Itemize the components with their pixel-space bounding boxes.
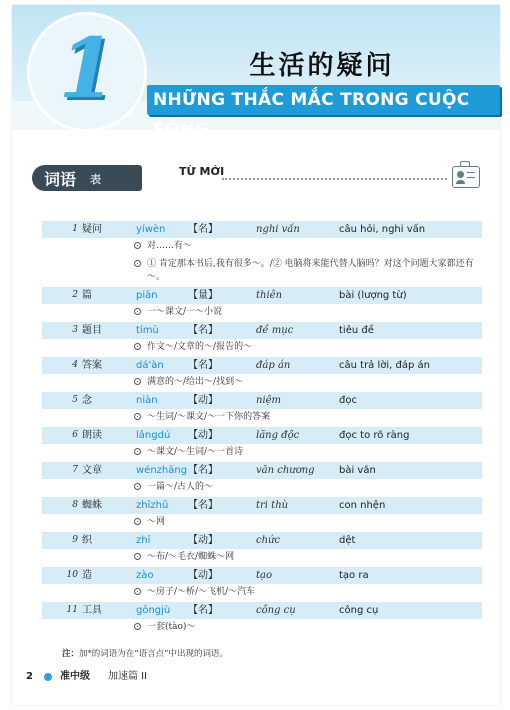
entry-word: 蜘蛛	[82, 500, 102, 511]
example-bullet-icon	[134, 448, 141, 455]
entry-index: 9	[72, 535, 78, 545]
book-level: 准中级	[60, 671, 90, 682]
entry-pinyin: yíwèn	[136, 224, 166, 235]
vocab-row	[42, 462, 482, 479]
entry-word: 篇	[82, 290, 92, 301]
example-bullet-icon	[134, 518, 141, 525]
example-text: 一套(tào)～	[147, 622, 196, 632]
entry-pinyin: niàn	[136, 395, 158, 406]
example-text: 对……有～	[147, 241, 193, 251]
entry-example	[42, 304, 482, 322]
entry-word: 题目	[82, 325, 102, 336]
entry-meaning: tạo ra	[339, 570, 369, 581]
example-bullet-icon	[134, 588, 141, 595]
entry-part-of-speech: 【动】	[188, 395, 218, 406]
entry-meaning: đọc to rõ ràng	[339, 430, 410, 441]
entry-index: 8	[72, 500, 78, 510]
vocab-badge-main: 词语	[44, 170, 77, 189]
vocab-row	[42, 567, 482, 584]
footnote-text: 加*的词语为在“语言点”中出现的词语。	[79, 649, 228, 659]
example-bullet-icon	[134, 343, 141, 350]
entry-pinyin: zào	[136, 570, 154, 581]
entry-han-viet: công cụ	[256, 605, 296, 616]
entry-meaning: dệt	[339, 535, 356, 546]
example-text: 一篇～/古人的～	[147, 482, 214, 492]
entry-index: 2	[72, 290, 78, 300]
entry-index: 4	[72, 360, 78, 370]
entry-part-of-speech: 【名】	[188, 325, 218, 336]
entry-example	[42, 238, 482, 256]
lesson-header	[12, 5, 500, 140]
vocab-entry	[42, 221, 482, 287]
lesson-title-chinese: 生活的疑问	[249, 51, 395, 81]
entry-han-viet: đáp án	[256, 360, 291, 371]
lesson-title-vietnamese-text: NHỮNG THẮC MẮC TRONG CUỘC SỐNG	[153, 90, 470, 140]
vocab-row	[42, 322, 482, 339]
example-text: 一～课文/一～小说	[147, 307, 223, 317]
entry-word: 疑问	[82, 224, 102, 235]
entry-example	[42, 409, 482, 427]
example-text: ～布/～毛衣/蜘蛛～网	[147, 552, 235, 562]
entry-pinyin: gōngjù	[136, 605, 171, 616]
entry-index: 11	[66, 605, 78, 615]
entry-meaning: con nhện	[339, 500, 386, 511]
entry-part-of-speech: 【动】	[188, 535, 218, 546]
entry-example	[42, 444, 482, 462]
vocab-section-badge	[32, 165, 142, 191]
entry-example	[42, 619, 482, 637]
vocab-row	[42, 602, 482, 619]
vocab-row	[42, 532, 482, 549]
example-text: ～房子/～桥/～飞机/～汽车	[147, 587, 256, 597]
vocab-badge-sub: 表	[90, 173, 101, 186]
vocab-row	[42, 392, 482, 409]
entry-part-of-speech: 【名】	[188, 360, 218, 371]
entry-part-of-speech: 【名】	[188, 465, 218, 476]
example-text: ～网	[147, 517, 166, 527]
entry-meaning: câu hỏi, nghi vấn	[339, 224, 426, 235]
entry-example	[42, 479, 482, 497]
example-bullet-icon	[134, 308, 141, 315]
entry-word: 念	[82, 395, 92, 406]
entry-pinyin: zhīzhū	[136, 500, 169, 511]
entry-pinyin: wénzhāng	[136, 465, 188, 476]
example-bullet-icon	[134, 378, 141, 385]
entry-example	[42, 339, 482, 357]
vocab-row	[42, 357, 482, 374]
entry-part-of-speech: 【名】	[188, 224, 218, 235]
footnote	[62, 647, 228, 659]
example-text: 作文～/文章的～/报告的～	[147, 342, 253, 352]
vocab-entry	[42, 427, 482, 462]
vocab-row	[42, 221, 482, 238]
id-card-icon	[452, 166, 480, 188]
entry-meaning: tiêu đề	[339, 325, 374, 336]
entry-han-viet: nghi vấn	[256, 224, 300, 235]
entry-part-of-speech: 【动】	[188, 570, 218, 581]
vocab-entry	[42, 392, 482, 427]
lesson-number: 1	[58, 21, 116, 117]
example-bullet-icon	[134, 483, 141, 490]
vocabulary-table	[42, 221, 482, 637]
vocab-entry	[42, 287, 482, 322]
vocab-entry	[42, 567, 482, 602]
entry-meaning: bài văn	[339, 465, 376, 476]
entry-han-viet: tạo	[256, 570, 273, 581]
entry-index: 5	[72, 395, 78, 405]
entry-han-viet: đề mục	[256, 325, 294, 336]
entry-index: 7	[72, 465, 78, 475]
entry-meaning: bài (lượng từ)	[339, 290, 407, 301]
entry-word: 造	[82, 570, 92, 581]
example-bullet-icon	[134, 260, 141, 267]
example-text: 满意的～/给出～/找到～	[147, 377, 244, 387]
vocab-entry	[42, 462, 482, 497]
entry-example	[42, 256, 482, 287]
footer-dot-icon	[44, 673, 52, 681]
dotted-divider	[222, 178, 447, 180]
textbook-page	[12, 5, 500, 705]
page-number: 2	[26, 671, 33, 682]
entry-part-of-speech: 【名】	[188, 500, 218, 511]
vocab-row	[42, 287, 482, 304]
example-text: ① 肯定那本书后,我有很多～。/② 电脑将来能代替人脑吗？对这个问题大家都还有～。	[147, 259, 474, 282]
entry-pinyin: piān	[136, 290, 158, 301]
entry-han-viet: thiên	[256, 290, 283, 301]
example-bullet-icon	[134, 242, 141, 249]
vocab-entry	[42, 532, 482, 567]
vocab-entry	[42, 602, 482, 637]
entry-index: 1	[72, 224, 78, 234]
example-text: ～课文/～生词/～一首诗	[147, 447, 244, 457]
entry-index: 6	[72, 430, 78, 440]
entry-word: 工具	[82, 605, 102, 616]
entry-meaning: đọc	[339, 395, 357, 406]
lesson-title-vietnamese	[147, 85, 500, 140]
entry-word: 织	[82, 535, 92, 546]
entry-meaning: công cụ	[339, 605, 379, 616]
entry-word: 朗读	[82, 430, 102, 441]
footnote-label: 注：	[62, 649, 80, 659]
entry-example	[42, 374, 482, 392]
entry-word: 文章	[82, 465, 102, 476]
entry-example	[42, 549, 482, 567]
entry-han-viet: tri thù	[256, 500, 289, 511]
entry-han-viet: chức	[256, 535, 281, 546]
book-part: 加速篇 II	[108, 671, 148, 682]
entry-han-viet: niệm	[256, 395, 282, 406]
example-bullet-icon	[134, 623, 141, 630]
vocab-row	[42, 497, 482, 514]
example-bullet-icon	[134, 413, 141, 420]
entry-pinyin: lǎngdú	[136, 430, 171, 441]
entry-example	[42, 514, 482, 532]
entry-han-viet: văn chương	[256, 465, 315, 476]
vocab-section-label: TỪ MỚI	[179, 165, 225, 178]
entry-part-of-speech: 【量】	[188, 290, 218, 301]
entry-part-of-speech: 【动】	[188, 430, 218, 441]
entry-index: 10	[66, 570, 78, 580]
entry-pinyin: zhī	[136, 535, 151, 546]
entry-index: 3	[72, 325, 78, 335]
entry-meaning: câu trả lời, đáp án	[339, 360, 430, 371]
entry-example	[42, 584, 482, 602]
vocab-entry	[42, 322, 482, 357]
entry-part-of-speech: 【名】	[188, 605, 218, 616]
entry-pinyin: tímù	[136, 325, 159, 336]
example-text: ～生词/～课文/～一下你的答案	[147, 412, 271, 422]
vocab-row	[42, 427, 482, 444]
vocab-entry	[42, 497, 482, 532]
example-bullet-icon	[134, 553, 141, 560]
entry-han-viet: lãng độc	[256, 430, 300, 441]
entry-word: 答案	[82, 360, 102, 371]
vocab-entry	[42, 357, 482, 392]
entry-pinyin: dá'àn	[136, 360, 164, 371]
